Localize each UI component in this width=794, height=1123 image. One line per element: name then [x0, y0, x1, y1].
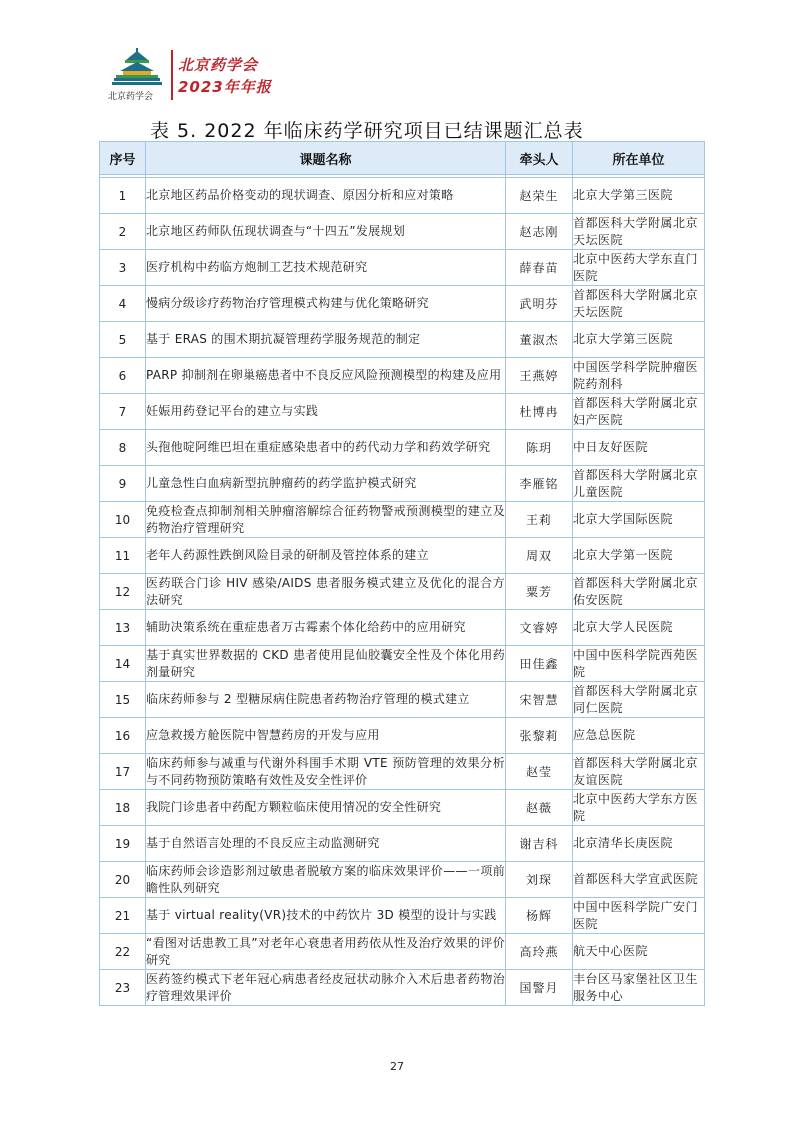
row-unit: 航天中心医院 — [573, 934, 705, 970]
table-body — [100, 178, 705, 1006]
row-topic: 儿童急性白血病新型抗肿瘤药的药学监护模式研究 — [146, 466, 506, 502]
row-topic: 北京地区药品价格变动的现状调查、原因分析和应对策略 — [146, 178, 506, 214]
row-seq: 1 — [100, 178, 146, 214]
row-seq: 17 — [100, 754, 146, 790]
row-topic: “看图对话患教工具”对老年心衰患者用药依从性及治疗效果的评价研究 — [146, 934, 506, 970]
row-leader: 陈玥 — [506, 430, 573, 466]
row-seq: 2 — [100, 214, 146, 250]
row-topic: 辅助决策系统在重症患者万古霉素个体化给药中的应用研究 — [146, 610, 506, 646]
table-row — [100, 826, 705, 862]
table-row — [100, 862, 705, 898]
row-leader: 王燕婷 — [506, 358, 573, 394]
row-seq: 23 — [100, 970, 146, 1006]
row-leader: 赵志刚 — [506, 214, 573, 250]
table-row — [100, 178, 705, 214]
row-seq: 10 — [100, 502, 146, 538]
table-row — [100, 322, 705, 358]
table-row — [100, 466, 705, 502]
row-seq: 12 — [100, 574, 146, 610]
row-leader: 王莉 — [506, 502, 573, 538]
row-unit: 首都医科大学附属北京佑安医院 — [573, 574, 705, 610]
row-unit: 北京大学国际医院 — [573, 502, 705, 538]
row-topic: 基于自然语言处理的不良反应主动监测研究 — [146, 826, 506, 862]
row-unit: 首都医科大学附属北京儿童医院 — [573, 466, 705, 502]
row-leader: 高玲燕 — [506, 934, 573, 970]
row-seq: 15 — [100, 682, 146, 718]
row-unit: 北京大学第一医院 — [573, 538, 705, 574]
table-row — [100, 646, 705, 682]
row-seq: 19 — [100, 826, 146, 862]
row-leader: 武明芬 — [506, 286, 573, 322]
row-seq: 9 — [100, 466, 146, 502]
header-topic: 课题名称 — [146, 142, 506, 175]
table-row — [100, 934, 705, 970]
row-seq: 20 — [100, 862, 146, 898]
row-unit: 北京清华长庚医院 — [573, 826, 705, 862]
table-row — [100, 538, 705, 574]
row-topic: 医药签约模式下老年冠心病患者经皮冠状动脉介入术后患者药物治疗管理效果评价 — [146, 970, 506, 1006]
table-title: 表 5. 2022 年临床药学研究项目已结课题汇总表 — [150, 120, 584, 142]
row-unit: 北京大学第三医院 — [573, 322, 705, 358]
table-row — [100, 970, 705, 1006]
row-unit: 北京大学第三医院 — [573, 178, 705, 214]
row-seq: 4 — [100, 286, 146, 322]
row-unit: 首都医科大学附属北京友谊医院 — [573, 754, 705, 790]
row-leader: 杜博冉 — [506, 394, 573, 430]
page-header — [108, 48, 408, 104]
row-unit: 丰台区马家堡社区卫生服务中心 — [573, 970, 705, 1006]
row-unit: 北京中医药大学东直门医院 — [573, 250, 705, 286]
row-unit: 应急总医院 — [573, 718, 705, 754]
row-topic: 临床药师参与减重与代谢外科围手术期 VTE 预防管理的效果分析与不同药物预防策略有效性及安全性评价 — [146, 754, 506, 790]
table-row — [100, 754, 705, 790]
row-topic: 头孢他啶阿维巴坦在重症感染患者中的药代动力学和药效学研究 — [146, 430, 506, 466]
table-row — [100, 898, 705, 934]
row-leader: 赵莹 — [506, 754, 573, 790]
row-seq: 5 — [100, 322, 146, 358]
row-topic: 慢病分级诊疗药物治疗管理模式构建与优化策略研究 — [146, 286, 506, 322]
table-row — [100, 286, 705, 322]
row-leader: 周双 — [506, 538, 573, 574]
row-topic: 老年人药源性跌倒风险目录的研制及管控体系的建立 — [146, 538, 506, 574]
row-leader: 刘琛 — [506, 862, 573, 898]
table-row — [100, 718, 705, 754]
row-unit: 中国中医科学院西苑医院 — [573, 646, 705, 682]
row-topic: 基于 ERAS 的围术期抗凝管理药学服务规范的制定 — [146, 322, 506, 358]
row-topic: 北京地区药师队伍现状调查与“十四五”发展规划 — [146, 214, 506, 250]
header-title-line1: 北京药学会 — [178, 56, 259, 74]
row-topic: 医药联合门诊 HIV 感染/AIDS 患者服务模式建立及优化的混合方法研究 — [146, 574, 506, 610]
table-row — [100, 790, 705, 826]
row-unit: 首都医科大学附属北京天坛医院 — [573, 214, 705, 250]
row-leader: 李雁铭 — [506, 466, 573, 502]
row-unit: 北京中医药大学东方医院 — [573, 790, 705, 826]
row-unit: 中国中医科学院广安门医院 — [573, 898, 705, 934]
row-leader: 杨辉 — [506, 898, 573, 934]
row-seq: 22 — [100, 934, 146, 970]
row-topic: PARP 抑制剂在卵巢癌患者中不良反应风险预测模型的构建及应用 — [146, 358, 506, 394]
row-seq: 13 — [100, 610, 146, 646]
summary-table — [99, 141, 705, 1006]
row-unit: 北京大学人民医院 — [573, 610, 705, 646]
row-seq: 3 — [100, 250, 146, 286]
header-seq: 序号 — [100, 142, 146, 175]
header-leader: 牵头人 — [506, 142, 573, 175]
row-seq: 18 — [100, 790, 146, 826]
row-unit: 中国医学科学院肿瘤医院药剂科 — [573, 358, 705, 394]
row-seq: 11 — [100, 538, 146, 574]
row-seq: 21 — [100, 898, 146, 934]
row-leader: 国警月 — [506, 970, 573, 1006]
page-number: 27 — [390, 1060, 404, 1073]
row-topic: 应急救援方舱医院中智慧药房的开发与应用 — [146, 718, 506, 754]
row-topic: 基于 virtual reality(VR)技术的中药饮片 3D 模型的设计与实践 — [146, 898, 506, 934]
row-leader: 谢吉科 — [506, 826, 573, 862]
row-topic: 基于真实世界数据的 CKD 患者使用昆仙胶囊安全性及个体化用药剂量研究 — [146, 646, 506, 682]
row-unit: 首都医科大学附属北京同仁医院 — [573, 682, 705, 718]
row-unit: 首都医科大学附属北京妇产医院 — [573, 394, 705, 430]
row-leader: 张黎莉 — [506, 718, 573, 754]
table-row — [100, 214, 705, 250]
row-leader: 赵薇 — [506, 790, 573, 826]
row-leader: 赵荣生 — [506, 178, 573, 214]
row-unit: 首都医科大学附属北京天坛医院 — [573, 286, 705, 322]
header-unit: 所在单位 — [573, 142, 705, 175]
table-row — [100, 430, 705, 466]
row-seq: 6 — [100, 358, 146, 394]
row-seq: 8 — [100, 430, 146, 466]
row-topic: 妊娠用药登记平台的建立与实践 — [146, 394, 506, 430]
table-row — [100, 574, 705, 610]
table-row — [100, 358, 705, 394]
row-topic: 我院门诊患者中药配方颗粒临床使用情况的安全性研究 — [146, 790, 506, 826]
row-leader: 田佳鑫 — [506, 646, 573, 682]
table-row — [100, 502, 705, 538]
table-header-row — [100, 142, 705, 175]
row-topic: 免疫检查点抑制剂相关肿瘤溶解综合征药物警戒预测模型的建立及药物治疗管理研究 — [146, 502, 506, 538]
row-leader: 文睿婷 — [506, 610, 573, 646]
row-leader: 董淑杰 — [506, 322, 573, 358]
row-topic: 医疗机构中药临方炮制工艺技术规范研究 — [146, 250, 506, 286]
logo-org-name: 北京药学会 — [108, 92, 154, 102]
row-leader: 薛春苗 — [506, 250, 573, 286]
row-seq: 16 — [100, 718, 146, 754]
row-unit: 首都医科大学宣武医院 — [573, 862, 705, 898]
row-topic: 临床药师会诊造影剂过敏患者脱敏方案的临床效果评价——一项前瞻性队列研究 — [146, 862, 506, 898]
row-leader: 宋智慧 — [506, 682, 573, 718]
row-topic: 临床药师参与 2 型糖尿病住院患者药物治疗管理的模式建立 — [146, 682, 506, 718]
table-row — [100, 250, 705, 286]
table-row — [100, 682, 705, 718]
society-logo-icon — [112, 48, 162, 88]
row-seq: 7 — [100, 394, 146, 430]
table-row — [100, 610, 705, 646]
header-divider — [171, 50, 173, 100]
row-unit: 中日友好医院 — [573, 430, 705, 466]
row-leader: 粟芳 — [506, 574, 573, 610]
header-title-line2: 2023年年报 — [178, 78, 272, 96]
row-seq: 14 — [100, 646, 146, 682]
table-row — [100, 394, 705, 430]
